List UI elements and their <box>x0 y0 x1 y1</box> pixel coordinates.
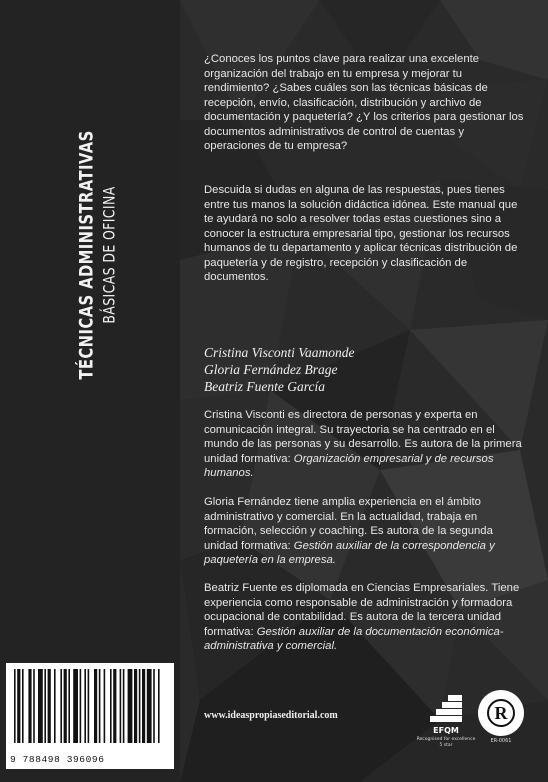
barcode-bar <box>120 669 122 743</box>
barcode-bar <box>60 669 62 743</box>
author-list <box>204 344 355 395</box>
barcode-bar <box>33 669 35 743</box>
barcode-bar <box>147 669 152 743</box>
barcode-bar <box>123 669 125 743</box>
barcode-bar <box>64 669 67 743</box>
author-bio-unit-title: Gestión auxiliar de la documentación económica-administrativa y comercial. <box>204 625 504 652</box>
efqm-logo <box>416 692 476 754</box>
author-bio-unit-title: Gestión auxiliar de la correspondencia y paquetería en la empresa. <box>204 539 495 566</box>
efqm-steps-icon <box>430 692 462 724</box>
barcode-bar <box>73 669 78 743</box>
author-bio <box>204 408 524 481</box>
author-bio-text: Beatriz Fuente es diplomada en Ciencias Empresariales. Tiene experiencia como responsable de administración y formadora ocupacional de contabilidad. Es autora de la tercera unidad formativa: <box>204 582 520 638</box>
barcode-bar <box>88 669 90 743</box>
barcode-bar <box>84 669 86 743</box>
author-bio-text: Cristina Visconti es directora de personas y experta en comunicación integral. Su trayectoria se ha centrado en el mundo de las personas y su desarrollo. Es autora de la primera unidad formativa: <box>204 409 522 465</box>
author-name: Gloria Fernández Brage <box>204 362 338 377</box>
seal-letter: R <box>487 699 515 727</box>
barcode-bar <box>113 669 116 743</box>
isbn-barcode <box>6 663 174 769</box>
author-bio <box>204 581 524 654</box>
barcode-bar <box>153 669 155 743</box>
author-bio <box>204 495 524 568</box>
barcode-bar <box>94 669 97 743</box>
barcode-bar <box>68 669 70 743</box>
barcode-bar <box>17 669 20 743</box>
spine-title: TÉCNICAS ADMINISTRATIVAS <box>75 130 98 380</box>
quality-seal-logo <box>478 690 524 736</box>
barcode-bars <box>12 669 168 743</box>
book-spine <box>0 0 180 782</box>
efqm-label: EFQM <box>433 726 459 735</box>
author-name: Beatriz Fuente García <box>204 379 325 394</box>
isbn-number: 9 788498 396096 <box>10 754 105 765</box>
barcode-bar <box>22 669 24 743</box>
barcode-bar <box>142 669 145 743</box>
back-cover-panel <box>180 0 548 782</box>
barcode-bar <box>54 669 56 743</box>
barcode-bar <box>110 669 112 743</box>
barcode-bar <box>44 669 46 743</box>
barcode-bar <box>104 669 106 743</box>
publisher-website: www.ideaspropiaseditorial.com <box>204 710 338 721</box>
spine-subtitle: BÁSICAS DE OFICINA <box>99 186 119 324</box>
barcode-bar <box>139 669 141 743</box>
barcode-bar <box>99 669 101 743</box>
barcode-bar <box>134 669 137 743</box>
intro-paragraph-2: Descuida si dudas en alguna de las respuestas, pues tienes entre tus manos la solución didáctica idónea. Este manual que te ayudará no solo a resolver todas estas cuestiones sino a conocer la estructura empresarial tipo, gestionar los recursos humanos de tu departamento y aplicar técnicas distribución de paquetería y de registro, recepción y clasificación de documentos. <box>204 184 518 283</box>
barcode-bar <box>128 669 133 743</box>
barcode-bar <box>28 669 31 743</box>
barcode-bar <box>80 669 82 743</box>
intro-paragraph-1: ¿Conoces los puntos clave para realizar una excelente organización del trabajo en tu empresa y mejorar tu rendimiento? ¿Sabes cuáles son las técnicas básicas de recepción, envío, clasificación, distribución y archivo de documentación y paquetería? ¿Y los criterios para gestionar los documentos administrativos de control de cuentas y operaciones de tu empresa? <box>204 53 524 152</box>
author-bio-unit-title: Organización empresarial y de recursos humanos. <box>204 452 494 479</box>
efqm-caption: Recognised for excellence 5 star <box>416 737 476 748</box>
barcode-bar <box>158 669 160 743</box>
barcode-bar <box>14 669 16 743</box>
author-name: Cristina Visconti Vaamonde <box>204 345 355 360</box>
barcode-bar <box>48 669 51 743</box>
author-bio-text: Gloria Fernández tiene amplia experiencia en el ámbito administrativo y comercial. En la actualidad, trabaja en formación, selección y coaching. Es autora de la segunda unidad formativa: <box>204 496 493 552</box>
seal-code: ER-0061 <box>490 738 512 744</box>
barcode-bar <box>38 669 43 743</box>
